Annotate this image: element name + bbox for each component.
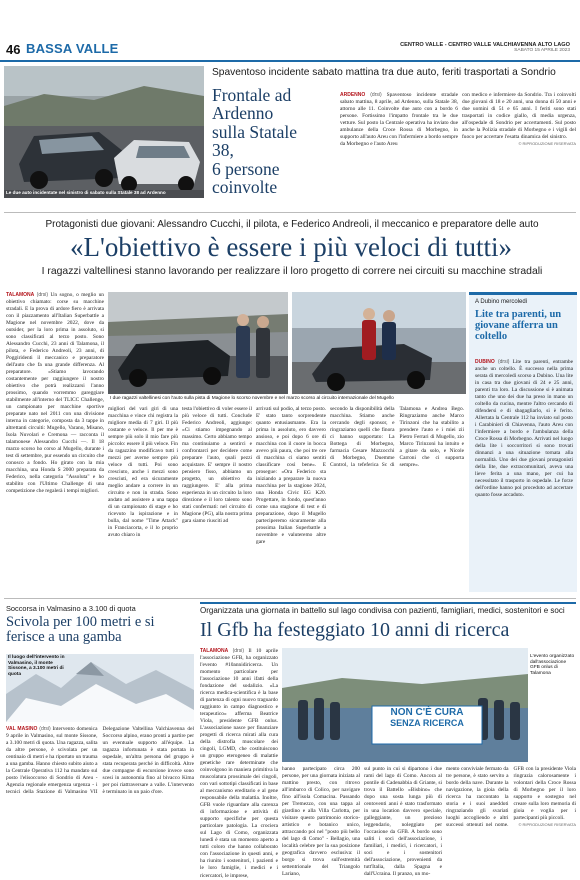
story4-text2: hanno partecipato circa 200 persone, per una giornata iniziata al mattino presto, con ritrovo all'imbarco di Colico, per navigare fino all'isola Comacina. Passando per Tremezzo, con una tappa al giardino e alla Villa Carlotta, per visitare questo patrimonio storico-artistico e botanico unico, attraccando poi nel "posto più bello del lago di Como" - Bellagio, una località celebre per la sua posizione geografica davvero esclusiva: il borgo si trova sull'estremità settentrionale del Triangolo Lariano, [282, 766, 360, 878]
racing-photo-left [108, 292, 288, 394]
page-header [0, 40, 580, 62]
story3-body [6, 726, 194, 838]
story1-headline-line1: Frontale ad Ardenno [212, 85, 292, 124]
story1-text2: con medico e infermiere da Sondrio. Tra i coinvolti due giovani di 18 e 20 anni, una donna di 50 anni e due uomini di 51 e 65 anni. I feriti sono stati trasportati in codice giallo, di media urgenza, all'ospedale di Sondrio per accertamenti. Sul posto anche la Polizia stradale di Morbegno e i vigili del fuoco per accertare l'esatta dinamica del sinistro. [462, 92, 576, 141]
story2-headline: «L'obiettivo è essere i più veloci di tutti» [69, 232, 513, 262]
story2-body-col2 [108, 406, 178, 592]
story4-headline: Il Gfb ha festeggiato 10 anni di ricerca [200, 619, 510, 641]
story1-kicker: Spaventoso incidente sabato mattina tra due auto, feriti trasportati a Sondrio [212, 67, 556, 78]
story2-body-col3 [182, 406, 252, 592]
story4-rule [200, 602, 576, 604]
story2-text3: testa l'obiettivo di voler essere il più veloce di tutti. Conclude Federico Andreoli, aggiunge: «Ci stiamo impegnando al massimo. Certo abbiamo tempo ma continuiamo a sentirci e confrontarci per decidere come preparare l'auto, quali pezzi acquistare. E' sempre il nostro pensiero fisso, abbiamo un progetto, un obiettivo da raggiungere. E' alla prima esperienza in un circuito la loro direzione e il loro talento sono stati confermati: nel circuito di Magione (PG), alla nostra prima gara siamo riusciti ad [182, 406, 252, 525]
divider-1 [4, 212, 576, 213]
masthead-title: CENTRO VALLE - CENTRO VALLE VALCHIAVENNA ALTO LAGO [400, 42, 570, 48]
page-number: 46 [6, 42, 21, 57]
story2-subhead: I ragazzi valtellinesi stanno lavorando per realizzare il loro progetto di correre nei circuiti su macchine stradali [41, 266, 543, 277]
story3-headline: Scivola per 100 metri e si ferisce a una gamba [6, 614, 155, 646]
story4-body-col4 [446, 766, 576, 838]
story1-location: ARDENNO [340, 92, 366, 98]
story3-location-tag: (drsi) [39, 726, 51, 732]
story1-body-col1 [340, 92, 458, 148]
story3-location: VAL MASINO [6, 726, 38, 732]
crash-photo [4, 66, 204, 198]
racing-photo-right [292, 292, 466, 394]
racing-photo-right-image [292, 292, 466, 394]
story4-location: TALAMONA [200, 648, 229, 654]
masthead [400, 42, 570, 53]
sidebox-kicker: A Dubino mercoledì [475, 299, 528, 305]
story4-text1: Il 10 aprile l'associazione GFB, ha organizzato l'evento #10annidiricerca. Un momento particolare per l'associazione 10 anni ifatti della fondazione del sodalizio. «La ricerca medica-scientifica è la base di partenza di ogni nuovo traguardo raggiunto in campo diagnostico e terapeutico» afferma Beatrice Viola, presidente GFB onlus. L'associazione nasce per finanziare progetti di ricerca mirati alla cura della distrofia muscolare dei cingoli, LGMD, che costituiscono un gruppo eterogeneo di malattie genetiche rare determinate che coinvolgono in maniera primitiva la muscolatura prossimale dei cingoli, con vari sottotipi classificati in base al meccanismo ereditario e al gene responsabile della malattia. Inoltre, GFB vuole riguardare alla carenza di informazione e attività di supporto specifiche per questa particolare patologia. La crociera sul Lago di Como, organizzata lunedì è stata un momento aperto a tutti coloro che hanno collaborato con l'associazione in questi anni, e ha riunito i sostenitori, i pazienti e le loro famiglie, i medici e i ricercatori, le imprese, [200, 648, 278, 879]
crash-photo-caption: Le due auto incidentate nel sinistro di sabato sulla Statale 38 ad Ardenno [6, 190, 166, 195]
story1-text1: Spaventoso incidente stradale sabato mattina, 8 aprile, ad Ardenno, sulla Statale 38, attorno alle 11. Coinvolte due auto con a bordo 6 persone. Fortissimo l'impatto frontale tra le due vetture. Sul posto la Centrale operativa ha inviato due ambulanze della Croce Rossa di Morbegno, in supporto all'auto Areu con l'infermiere a bordo sempre da Morbegno e l'auto Areu [340, 92, 458, 148]
story2-kicker: Protagonisti due giovani: Alessandro Cucchi, il pilota, e Federico Andreoli, il meccanico e preparatore delle auto [45, 219, 539, 230]
dubino-sidebox [469, 292, 577, 592]
story4-body-col2 [282, 766, 360, 878]
story4-text3: sul punto in cui si dipartono i due rami del lago di Como. Ancora al pontile di Cadenabbia di Griante, si trova il Battello «Bisbino» che dopo una sosta lunga più di centoventi anni è stato trasformato in una location davvero speciale, galleggiante, un prezioso leggendario, noleggiato per l'occasione da GFB. A bordo sono saliti i soci dell'associazione, i familiari, i medici, i ricercatori, i soci e i sostenitori dell'associazione, provenienti da tutt'Italia, dalla Spagna e dall'Ucraina. Il pranzo, un mo- [364, 766, 442, 878]
story4-body-col3 [364, 766, 442, 878]
gfb-photo-caption: L'evento organizzato dall'associazione GFB onlus di Talamona [530, 654, 575, 676]
racing-photo-left-image [108, 292, 288, 394]
sidebox-body [475, 359, 573, 591]
sidebox-headline: Lite tra parenti, un giovane afferra un coltello [475, 309, 562, 343]
story2-body-col5 [330, 406, 464, 592]
story2-body-col4 [256, 406, 326, 592]
story1-headline [212, 86, 312, 196]
section-title: BASSA VALLE [26, 41, 119, 56]
story2-text2: migliori del vari giri di una macchina e vince chi registra la migliore media di 7 giri. Il più costante e veloce. Il per me è sempre più solo il mio fare più piccolo: essere il più veloce. Fin da ragazzino modificavo tutti i mezzi per averne sempre più veloce di tutti. Poi sono cresciuto, anche i mezzi sono cresciuti, ed era sicuramente meglio andare a correre in un circuito e non in strada. Sono andato ad assistere a una tappa di un campionato di stage e ho ricevuto la ispirazione e in bulla, dal nome "Time Attack" in Franciacorta, e il lo proprio avuto chiaro in [108, 406, 178, 539]
story1-location-tag: (drsi) [370, 92, 382, 98]
masthead-date: SABATO 15 APRILE 2023 [514, 48, 570, 53]
story2-text1: Un sogno, o meglio un obiettivo chiamato: corse su macchine stradali. E la prova di ardore fiero è arrivata con il piazzamento all'Italian Superbattle a Magione nel novembre 2022, dove da outsider, per la loro prima in assoluto, si sono classificati al terzo posto. Sono Alessandro Cucchi, 23 anni di Talamona, il pilota, e Federico Andreoli, 23 anni, di Poggiridenti il meccanico e preparatore dell'auto che fa una grande differenza. Al preparatore. «Stiamo lavorando costantemente per raggiungere il nostro obiettivo che potrà realizzarsi l'anno prossimo, quando vorremmo gareggiare stabilmente all'interno del TLICC Challenge, un campionato per macchine sportive preparate nato nel 2011 con una divisione interna in categorie, composta da 3 tappe in altrettanti circuiti: Mugello, Varano, Misano, Isola Nuvolari e Cremona — racconta il talamonese Alessandro Cucchi —. Il 18 marzo scorso ho corso al Mugello, durante i test di settembre, pur essendo un circuito che conosco a fondo. Ho girato con la mia macchina, una Honda S 2000 preparata da Federico, nella categoria "Assoluta" e ho stabilito con l'Ultimo Challenge di una competizione che regalerà i tempi migliori. [6, 292, 104, 495]
story4-credit: © RIPRODUZIONE RISERVATA [518, 822, 576, 828]
story1-headline-line3: 6 persone coinvolte [212, 158, 280, 197]
sidebox-location: DUBINO [475, 359, 495, 365]
story4-text4: mento conviviale fermato da tre persone, è stato servito a bordo della nave. Durante la navigazione, la gioia della ricerca ha raccontato la storia e i suoi aneddoti ringraziando gli svariati luoghi accogliendo e altri successi ottenuti nel nome. GFB con la presidente Viola ringrazia calorosamente i volontari della Croce Rossa di Morbegno per il loro supporto e sostegno nel creare sulla loro memoria di gioia e voglia per i partecipanti più piccoli. [446, 766, 576, 829]
story4-body-col1 [200, 648, 278, 879]
racing-photo-caption: I due ragazzi valtellinesi con l'auto sulla pista di Magione lo scorso novembre e nel marzo scorso al circuito internazionale del Mugello [110, 396, 394, 401]
gfb-photo-image [282, 648, 528, 762]
story4-location-tag: (drsi) [232, 648, 244, 654]
gfb-photo [282, 648, 528, 762]
gfb-banner [372, 708, 482, 728]
story2-location: TALAMONA [6, 292, 35, 298]
story2-text4: arrivati sul podio, al terzo posto. E' stato tanto sorprendente quanto entusiasmante. Era la prima in assoluto, ero davvero ansioso, e poi dopo 6 ore di macchina con il cuore in bocca avevo più paura, che poi tre ore di macchina ci siamo sentiti classificare così bene». E prosegue: «Ora Federico sta iniziando a preparare la nuova macchina per la stagione 2024, una Honda Civic EG K20. Progettare, in fondo, quest'anno come una stagione di test e di preparazione, dopo il Mugello parteciperemo sicuramente alla prossima Italian Superbattle a novembre e valuteremo altre gare [256, 406, 326, 546]
story2-location-tag: (drsi) [36, 292, 49, 298]
story3-text: Intervento domenica 9 aprile in Valmasino, sul monte Sissone, a 3.100 metri di quota. Una ragazza, salita da altre persone, è scivolata per un centinaio di metri e ha riportato un trauma a una gamba. Hanno chiesto subito aiuto a la Centrale Operativa 112 ha mandato sul posto l'elisoccorso di Sondrio di Areu - Agenzia regionale emergenza urgenza - i tecnici della Stazione di Valmasino VII Delegazione Valtellina Valchiavenna del Soccorso alpino, erano pronti a partire per un eventuale supporto all'équipe. La ragazza infortunata è stata portata in ospedale, un'altra persona del gruppo è stata recuperata perché in difficoltà. Altre due compagne di escursione invece sono scesi in autonomia fino al bivacco Kima per poi riattraversare a valle. L'intervento è terminato in un paio d'ore. [6, 726, 194, 796]
gfb-banner-line2: SENZA RICERCA [390, 717, 464, 728]
story1-body-col2 [462, 92, 576, 146]
mountain-photo-caption: Il luogo dell'intervento in Valmasino, il monte Sissone, a 3.100 metri di quota [8, 655, 65, 677]
story1-headline-line2: sulla Statale 38, [212, 121, 298, 161]
story1-credit: © RIPRODUZIONE RISERVATA [518, 141, 576, 147]
gfb-banner-line1: NON C'È CURA [390, 707, 464, 718]
sidebox-text: Lite tra parenti, entrambe anche un coltello. È successo nella prima serata di mercoledì scorso a Dubino. Una lite in casa tra due giovani di 24 e 25 anni, parenti tra loro. La discussione si è animata tanto che uno dei due ha preso in mano un coltello da cucina, mentre l'altro cercando di difendersi e di sbagagliarlo, si è ferito. Allertata la Centrale 112 ha inviato sul posto i Carabinieri di Chiavenna, l'auto Areu con l'infermiere a bordo e l'ambulanza della Croce Rossa di Morbegno. Arrivati nel luogo della lite i soccorritori si sono trovati dinnanzi a una situazione tornata alla normalità. Uno dei due giovani protagonisti della lite, due extracomunitari, aveva una lieve ferita a una mano, per cui ha necessitato il trasporto in ospedale. Le forze dell'ordine hanno poi proceduto ad accertare quanto fosse accaduto. [475, 359, 573, 499]
story4-kicker: Organizzata una giornata in battello sul lago condivisa con pazienti, famigliari, medici, sostenitori e soci [200, 606, 565, 615]
crash-photo-image [4, 66, 204, 198]
story3-kicker: Soccorsa in Valmasino a 3.100 di quota [6, 604, 136, 613]
sidebox-location-tag: (drsi) [497, 359, 510, 365]
divider-2 [4, 598, 576, 599]
story2-body-col1 [6, 292, 104, 592]
story2-text5: secondo la disponibilità della macchina. Stiamo anche cercando degli sponsor, e ringraziamo quelli che finora ci hanno supportato: La Bottega di Morbegno, farmacia Cesare Mazzocchi di Morbegno, Duemme Control, la tefeferica Sc di Talamona e Andrea Bego. Ringraziamo anche Marco Tirinzoni che ha stabilito a prendere l'auto e i miei zii Pietro Ferrari di Mugello, zio Marco Tirinzoni ha intuito e a gitare da solo, e Nicole Carroni che ci supporta sempre». [330, 406, 464, 469]
